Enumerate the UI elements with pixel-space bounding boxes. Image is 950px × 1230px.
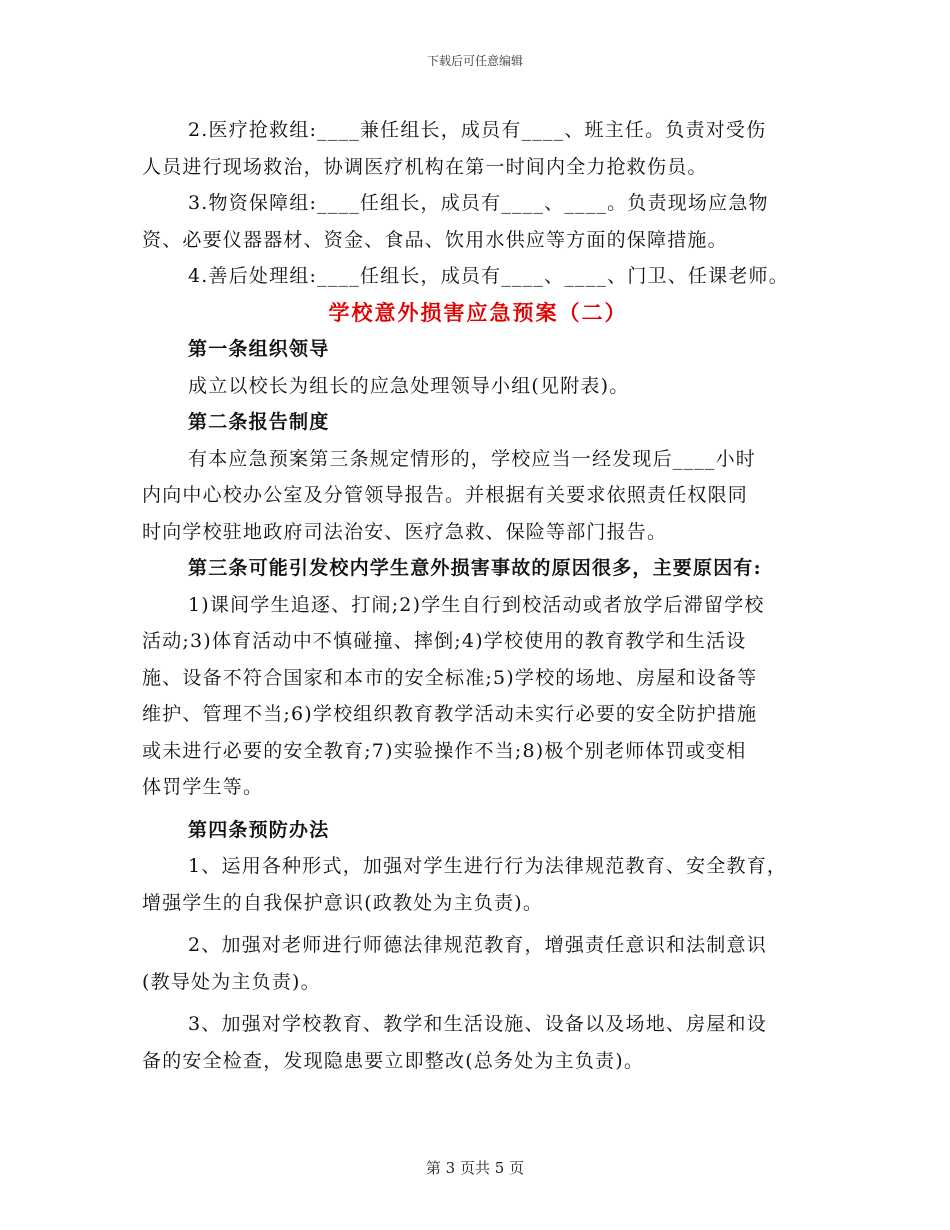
paragraph-line: 有本应急预案第三条规定情形的，学校应当一经发现后____小时 bbox=[188, 447, 757, 470]
paragraph-line: 1)课间学生追逐、打闹;2)学生自行到校活动或者放学后滞留学校 bbox=[188, 593, 765, 616]
paragraph-line: 时向学校驻地政府司法治安、医疗急救、保险等部门报告。 bbox=[142, 520, 668, 543]
section-heading: 第一条组织领导 bbox=[188, 338, 330, 360]
paragraph-line: 内向中心校办公室及分管领导报告。并根据有关要求依照责任权限同 bbox=[142, 484, 749, 506]
paragraph-line: 2.医疗抢救组:____兼任组长，成员有____、班主任。负责对受伤 bbox=[188, 119, 767, 141]
page-number: 第 3 页共 5 页 bbox=[425, 1159, 525, 1177]
paragraph-line: 活动;3)体育活动中不慎碰撞、摔倒;4)学校使用的教育教学和生活设 bbox=[142, 630, 747, 652]
paragraph-line: 1、运用各种形式，加强对学生进行行为法律规范教育、安全教育， bbox=[188, 855, 788, 877]
paragraph-line: 备的安全检查，发现隐患要立即整改(总务处为主负责)。 bbox=[142, 1049, 645, 1072]
paragraph-line: 体罚学生等。 bbox=[142, 776, 264, 798]
section-heading: 第三条可能引发校内学生意外损害事故的原因很多，主要原因有: bbox=[188, 557, 762, 579]
section-heading: 第四条预防办法 bbox=[188, 818, 330, 841]
document-body bbox=[142, 112, 814, 1079]
paragraph-line: 4.善后处理组:____任组长，成员有____、____、门卫、任课老师。 bbox=[188, 265, 789, 287]
paragraph-line: 施、设备不符合国家和本市的安全标准;5)学校的场地、房屋和设备等 bbox=[142, 666, 758, 689]
paragraph-line: 3、加强对学校教育、教学和生活设施、设备以及场地、房屋和设 bbox=[188, 1013, 767, 1035]
document-title: 学校意外损害应急预案（二） bbox=[328, 299, 628, 325]
page-header: 下载后可任意编辑 bbox=[426, 54, 523, 68]
paragraph-line: 人员进行现场救治，协调医疗机构在第一时间内全力抢救伤员。 bbox=[142, 155, 708, 178]
paragraph-line: 增强学生的自我保护意识(政教处为主负责)。 bbox=[142, 891, 544, 914]
paragraph-line: 成立以校长为组长的应急处理领导小组(见附表)。 bbox=[188, 374, 630, 397]
paragraph-line: 或未进行必要的安全教育;7)实验操作不当;8)极个别老师体罚或变相 bbox=[142, 739, 747, 762]
paragraph-line: 维护、管理不当;6)学校组织教育教学活动未实行必要的安全防护措施 bbox=[142, 703, 758, 725]
paragraph-line: (教导处为主负责)。 bbox=[142, 970, 321, 993]
paragraph-line: 资、必要仪器器材、资金、食品、饮用水供应等方面的保障措施。 bbox=[142, 228, 728, 251]
paragraph-line: 3.物资保障组:____任组长，成员有____、____。负责现场应急物 bbox=[188, 192, 769, 214]
paragraph-line: 2、加强对老师进行师德法律规范教育，增强责任意识和法制意识 bbox=[188, 934, 767, 956]
section-heading: 第二条报告制度 bbox=[188, 411, 330, 433]
